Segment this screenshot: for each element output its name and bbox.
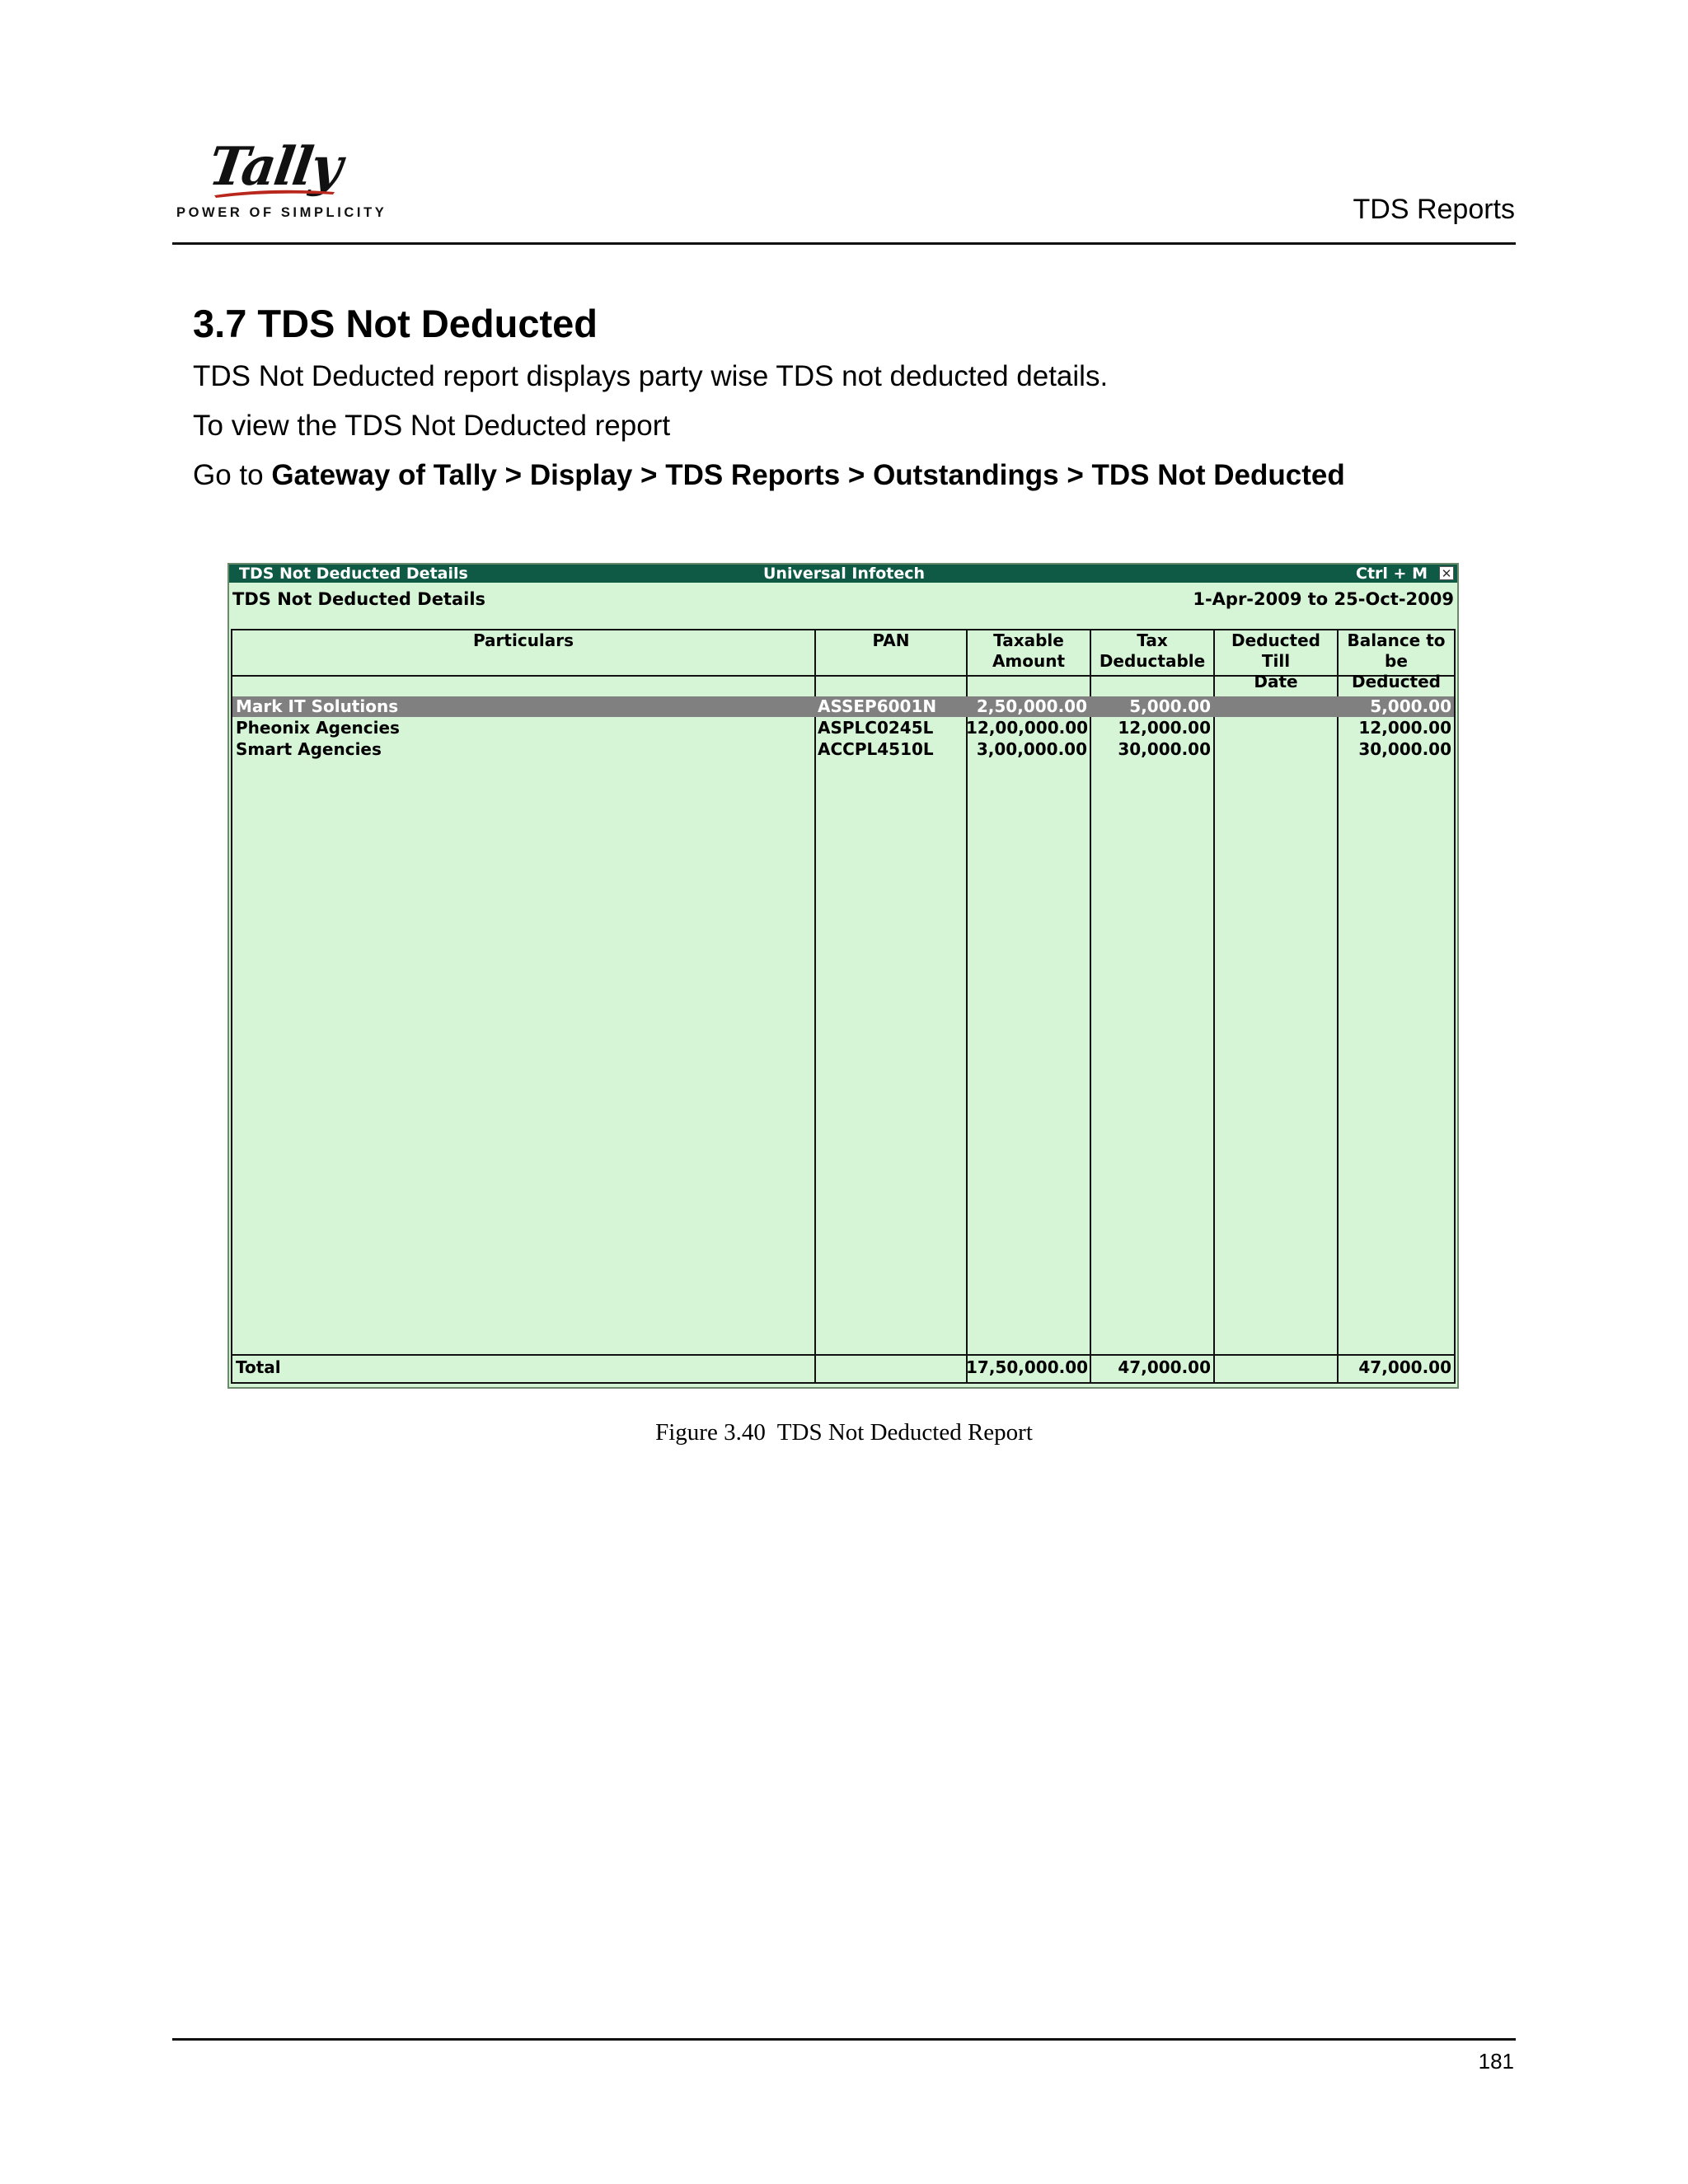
column-header-label: be Deducted: [1351, 651, 1442, 691]
intro-paragraph: TDS Not Deducted report displays party wise TDS not deducted details.: [193, 360, 1109, 392]
balance-to-be-deducted: 12,000.00: [1358, 718, 1451, 738]
navigation-paragraph: [193, 459, 1345, 492]
tax-deductable: 30,000.00: [1118, 739, 1211, 759]
column-header-label: Taxable: [993, 630, 1064, 650]
column-header-balance: [1339, 630, 1454, 692]
navigation-prefix: Go to: [193, 459, 272, 491]
header-rule: [172, 242, 1516, 245]
window-titlebar: [229, 565, 1457, 583]
column-header-label: Tax: [1137, 630, 1168, 650]
column-header-label: PAN: [872, 630, 910, 650]
party-pan: ASSEP6001N: [818, 696, 937, 716]
navigation-path: Gateway of Tally > Display > TDS Reports > Outstandings > TDS Not Deducted: [271, 459, 1345, 491]
report-table: [231, 629, 1456, 1384]
party-name: Smart Agencies: [236, 739, 382, 759]
party-pan: ASPLC0245L: [818, 718, 934, 738]
tax-deductable: 5,000.00: [1129, 696, 1211, 716]
column-header-tax-deductable: [1091, 630, 1213, 672]
header-title: TDS Reports: [1353, 194, 1515, 225]
total-tax-deductable: 47,000.00: [1118, 1357, 1211, 1377]
party-name: Mark IT Solutions: [236, 696, 399, 716]
tax-deductable: 12,000.00: [1118, 718, 1211, 738]
column-header-label: Deductable: [1099, 651, 1206, 671]
column-header-label: Particulars: [472, 630, 574, 650]
footer-rule: [172, 2038, 1516, 2041]
shortcut-label: Ctrl + M: [1356, 565, 1428, 583]
party-name: Pheonix Agencies: [236, 718, 400, 738]
column-header-label: Amount: [992, 651, 1066, 671]
close-icon[interactable]: ✕: [1439, 566, 1454, 580]
balance-to-be-deducted: 5,000.00: [1370, 696, 1451, 716]
report-title: TDS Not Deducted Details: [232, 589, 486, 609]
column-header-taxable-amount: [968, 630, 1090, 672]
logo-word: Tally: [204, 136, 345, 198]
company-name: Universal Infotech: [763, 565, 926, 583]
column-header-label: Deducted Till: [1231, 630, 1321, 671]
total-label: Total: [236, 1357, 281, 1377]
logo-swoosh-icon: [213, 187, 336, 199]
column-header-label: Date: [1254, 672, 1298, 691]
column-header-pan: [816, 630, 966, 651]
column-header-deducted-till-date: [1215, 630, 1337, 692]
page-number: 181: [1478, 2049, 1514, 2074]
column-header-particulars: [232, 630, 814, 651]
tds-report-screenshot: [227, 563, 1459, 1389]
table-row[interactable]: [232, 696, 1454, 717]
table-row[interactable]: [232, 718, 1454, 738]
logo-tagline: POWER OF SIMPLICITY: [176, 205, 387, 220]
column-header-label: Balance to: [1347, 630, 1446, 650]
total-taxable-amount: 17,50,000.00: [966, 1357, 1089, 1377]
section-heading: 3.7 TDS Not Deducted: [193, 302, 598, 345]
window-title: TDS Not Deducted Details: [239, 565, 468, 583]
figure-caption: Figure 3.40 TDS Not Deducted Report: [655, 1419, 1033, 1446]
party-pan: ACCPL4510L: [818, 739, 934, 759]
total-balance: 47,000.00: [1358, 1357, 1451, 1377]
report-period[interactable]: 1-Apr-2009 to 25-Oct-2009: [1193, 589, 1454, 609]
total-divider: [232, 1354, 1454, 1356]
balance-to-be-deducted: 30,000.00: [1358, 739, 1451, 759]
table-row[interactable]: [232, 739, 1454, 760]
instruction-paragraph: To view the TDS Not Deducted report: [193, 410, 671, 442]
taxable-amount: 2,50,000.00: [976, 696, 1087, 716]
taxable-amount: 3,00,000.00: [976, 739, 1087, 759]
total-row: [232, 1357, 1454, 1378]
tally-logo: [175, 136, 387, 227]
taxable-amount: 12,00,000.00: [966, 718, 1089, 738]
